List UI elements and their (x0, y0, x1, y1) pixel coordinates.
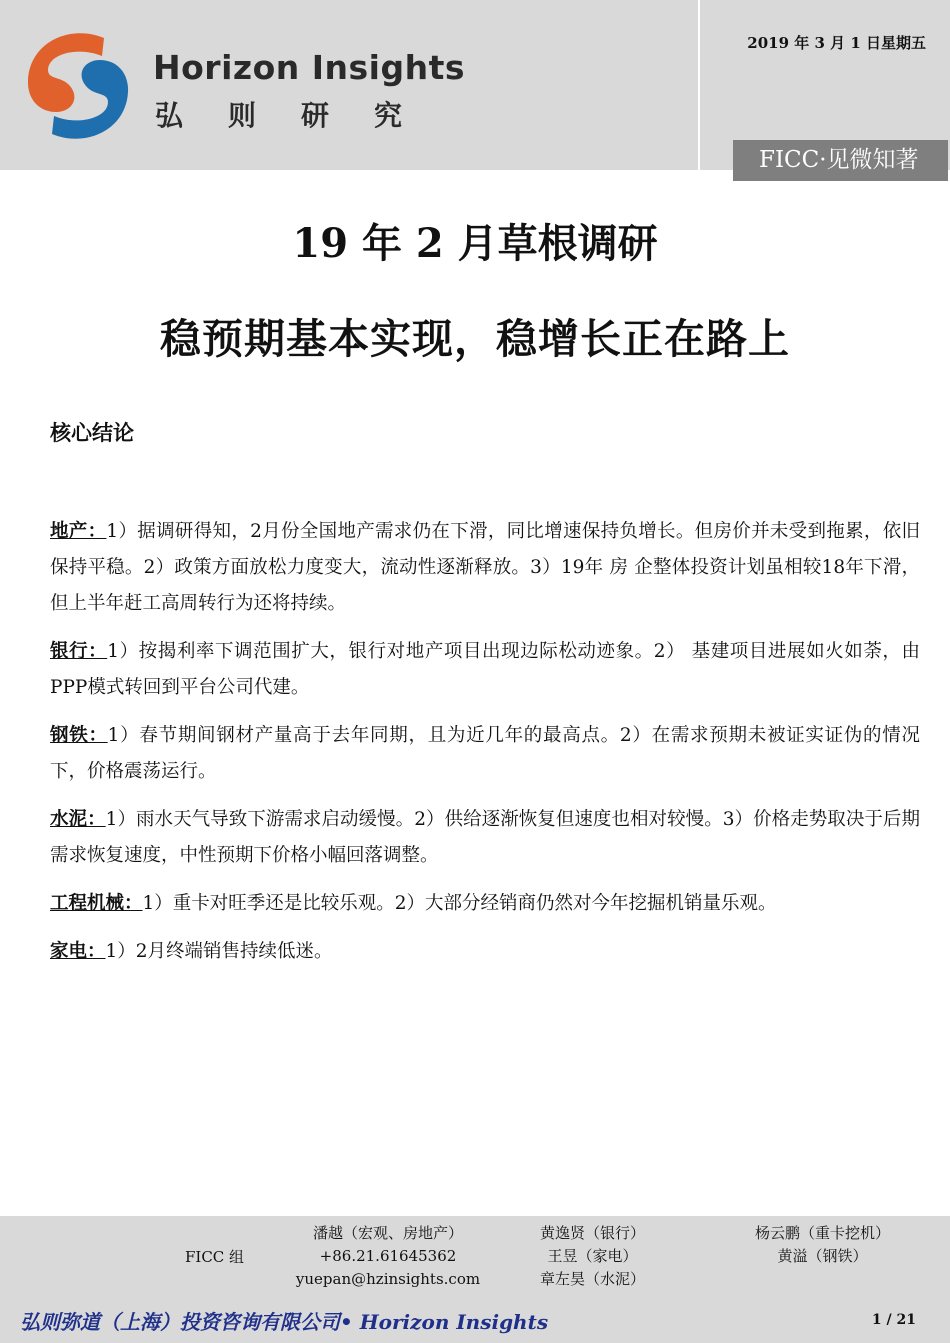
contact-column (288, 1222, 488, 1291)
finding-text: 1）据调研得知，2月份全国地产需求仍在下滑，同比增速保持负增长。但房价并未受到拖累，依旧保持平稳。2）政策方面放松力度变大，流动性逐渐释放。3）19年 房 企整体投资计划虽相较18年下滑，但上半年赶工高周转行为还将持续。 (50, 521, 920, 614)
finding-text: 1）2月终端销售持续低迷。 (105, 941, 333, 962)
finding-machinery (50, 886, 920, 922)
contact-column (500, 1222, 685, 1291)
analyst-name: 章左昊（水泥） (539, 1270, 645, 1288)
team-name: FICC 组 (185, 1248, 245, 1266)
finding-cement (50, 802, 920, 874)
report-subtitle: 稳预期基本实现，稳增长正在路上 (160, 315, 790, 363)
page-number: 1 / 21 (871, 1312, 916, 1328)
findings-list (50, 514, 920, 982)
analyst-email[interactable]: yuepan@hzinsights.com (295, 1270, 481, 1288)
finding-label: 银行： (50, 641, 108, 662)
analyst-name: 黄逸贤（银行） (539, 1224, 645, 1242)
finding-banking (50, 634, 920, 706)
finding-label: 钢铁： (50, 725, 108, 746)
finding-text: 1）按揭利率下调范围扩大，银行对地产项目出现边际松动迹象。2） 基建项目进展如火如荼，由PPP模式转回到平台公司代建。 (50, 641, 920, 698)
report-date: 2019 年 3 月 1 日星期五 (747, 34, 926, 52)
header-divider (698, 0, 700, 170)
analyst-name: 王昱（家电） (547, 1247, 638, 1265)
finding-text: 1）雨水天气导致下游需求启动缓慢。2）供给逐渐恢复但速度也相对较慢。3）价格走势取决于后期需求恢复速度，中性预期下价格小幅回落调整。 (50, 809, 920, 866)
report-title: 19 年 2 月草根调研 (292, 220, 658, 267)
finding-steel (50, 718, 920, 790)
analyst-name: 黄溢（钢铁） (777, 1247, 868, 1265)
analyst-name: 杨云鹏（重卡挖机） (754, 1224, 890, 1242)
analyst-name: 潘越（宏观、房地产） (312, 1224, 463, 1242)
finding-real-estate (50, 514, 920, 622)
company-name: 弘则弥道（上海）投资咨询有限公司• Horizon Insights (20, 1310, 549, 1334)
brand-name-en: Horizon Insights (153, 48, 465, 87)
contact-column (715, 1222, 930, 1268)
analyst-phone: +86.21.61645362 (319, 1247, 457, 1265)
finding-text: 1）春节期间钢材产量高于去年同期，且为近几年的最高点。2）在需求预期未被证实证伪的情况下，价格震荡运行。 (50, 725, 920, 782)
finding-text: 1）重卡对旺季还是比较乐观。2）大部分经销商仍然对今年挖掘机销量乐观。 (142, 893, 777, 914)
horizon-logo-icon (18, 24, 138, 148)
finding-label: 家电： (50, 941, 106, 962)
finding-label: 地产： (50, 521, 107, 542)
finding-label: 工程机械： (50, 893, 143, 914)
report-footer (0, 1216, 950, 1343)
column-tag: FICC·见微知著 (733, 140, 948, 181)
section-heading: 核心结论 (50, 420, 134, 445)
brand-name-cn: 弘则研究 (155, 99, 448, 132)
finding-appliances (50, 934, 920, 970)
finding-label: 水泥： (50, 809, 106, 830)
